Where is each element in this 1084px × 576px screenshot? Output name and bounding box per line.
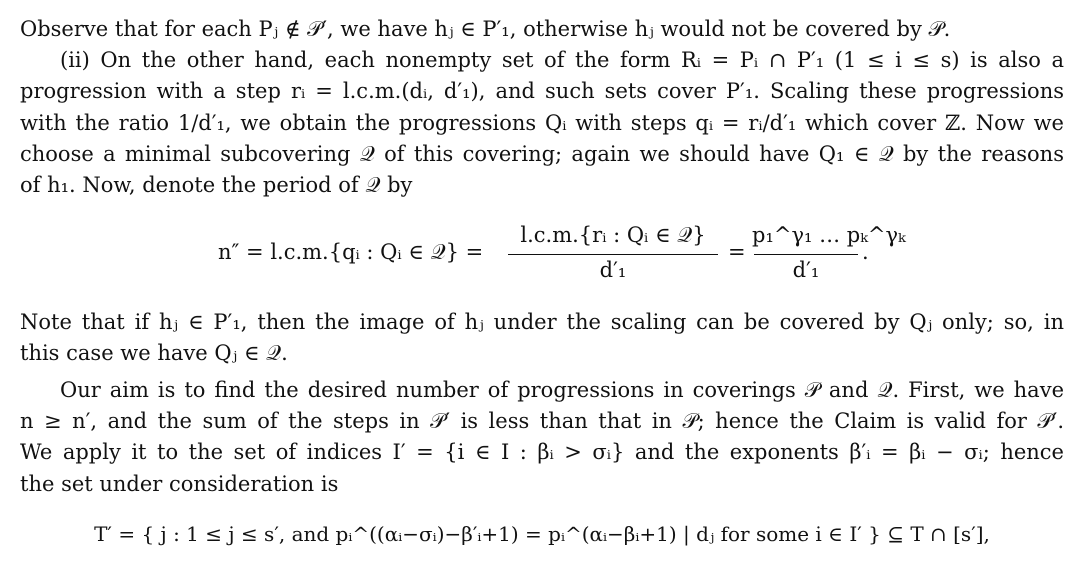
fraction-2-denominator: d′₁ (792, 258, 820, 282)
text-line-8: this case we have Qⱼ ∈ 𝒬. (20, 341, 288, 365)
text-line-11: We apply it to the set of indices I′ = {i ∈ I : βᵢ > σᵢ} and the exponents β′ᵢ = βᵢ − σᵢ; hence (20, 440, 1064, 464)
fraction-1-bar (508, 254, 718, 255)
fraction-1-numerator: l.c.m.{rᵢ : Qᵢ ∈ 𝒬} (520, 223, 706, 247)
text-line-10: n ≥ n′, and the sum of the steps in 𝒫′ is less than that in 𝒫; hence the Claim is valid for 𝒫′. (20, 409, 1064, 433)
fraction-2-bar (754, 254, 858, 255)
text-line-3: progression with a step rᵢ = l.c.m.(dᵢ, d′₁), and such sets cover P′₁. Scaling these progressions (20, 79, 1064, 103)
equation-equals: = (728, 240, 746, 264)
fraction-1-denominator: d′₁ (599, 258, 627, 282)
text-line-7: Note that if hⱼ ∈ P′₁, then the image of hⱼ under the scaling can be covered by Qⱼ only; so, in (20, 310, 1064, 334)
fraction-2-numerator: p₁^γ₁ … pₖ^γₖ (752, 223, 906, 247)
text-line-6: of h₁. Now, denote the period of 𝒬 by (20, 173, 413, 197)
display-equation-T-prime: T′ = { j : 1 ≤ j ≤ s′, and pᵢ^((αᵢ−σᵢ)−β′ᵢ+1) = pᵢ^(αᵢ−βᵢ+1) | dⱼ for some i ∈ I′ } ⊆ T ∩ [s′], (94, 522, 990, 546)
equation-period-dot: . (862, 240, 869, 264)
text-line-5: choose a minimal subcovering 𝒬 of this covering; again we should have Q₁ ∈ 𝒬 by the reasons (20, 142, 1064, 166)
text-line-4: with the ratio 1/d′₁, we obtain the progressions Qᵢ with steps qᵢ = rᵢ/d′₁ which cover ℤ. Now we (20, 111, 1064, 135)
text-line-2: (ii) On the other hand, each nonempty set of the form Rᵢ = Pᵢ ∩ P′₁ (1 ≤ i ≤ s) is also a (60, 48, 1064, 72)
equation-lhs: n″ = l.c.m.{qᵢ : Qᵢ ∈ 𝒬} = (218, 240, 484, 264)
text-line-9: Our aim is to find the desired number of progressions in coverings 𝒫 and 𝒬. First, we have (60, 378, 1064, 402)
text-line-12: the set under consideration is (20, 472, 339, 496)
text-line-1: Observe that for each Pⱼ ∉ 𝒫′, we have hⱼ ∈ P′₁, otherwise hⱼ would not be covered by 𝒫. (20, 17, 951, 41)
